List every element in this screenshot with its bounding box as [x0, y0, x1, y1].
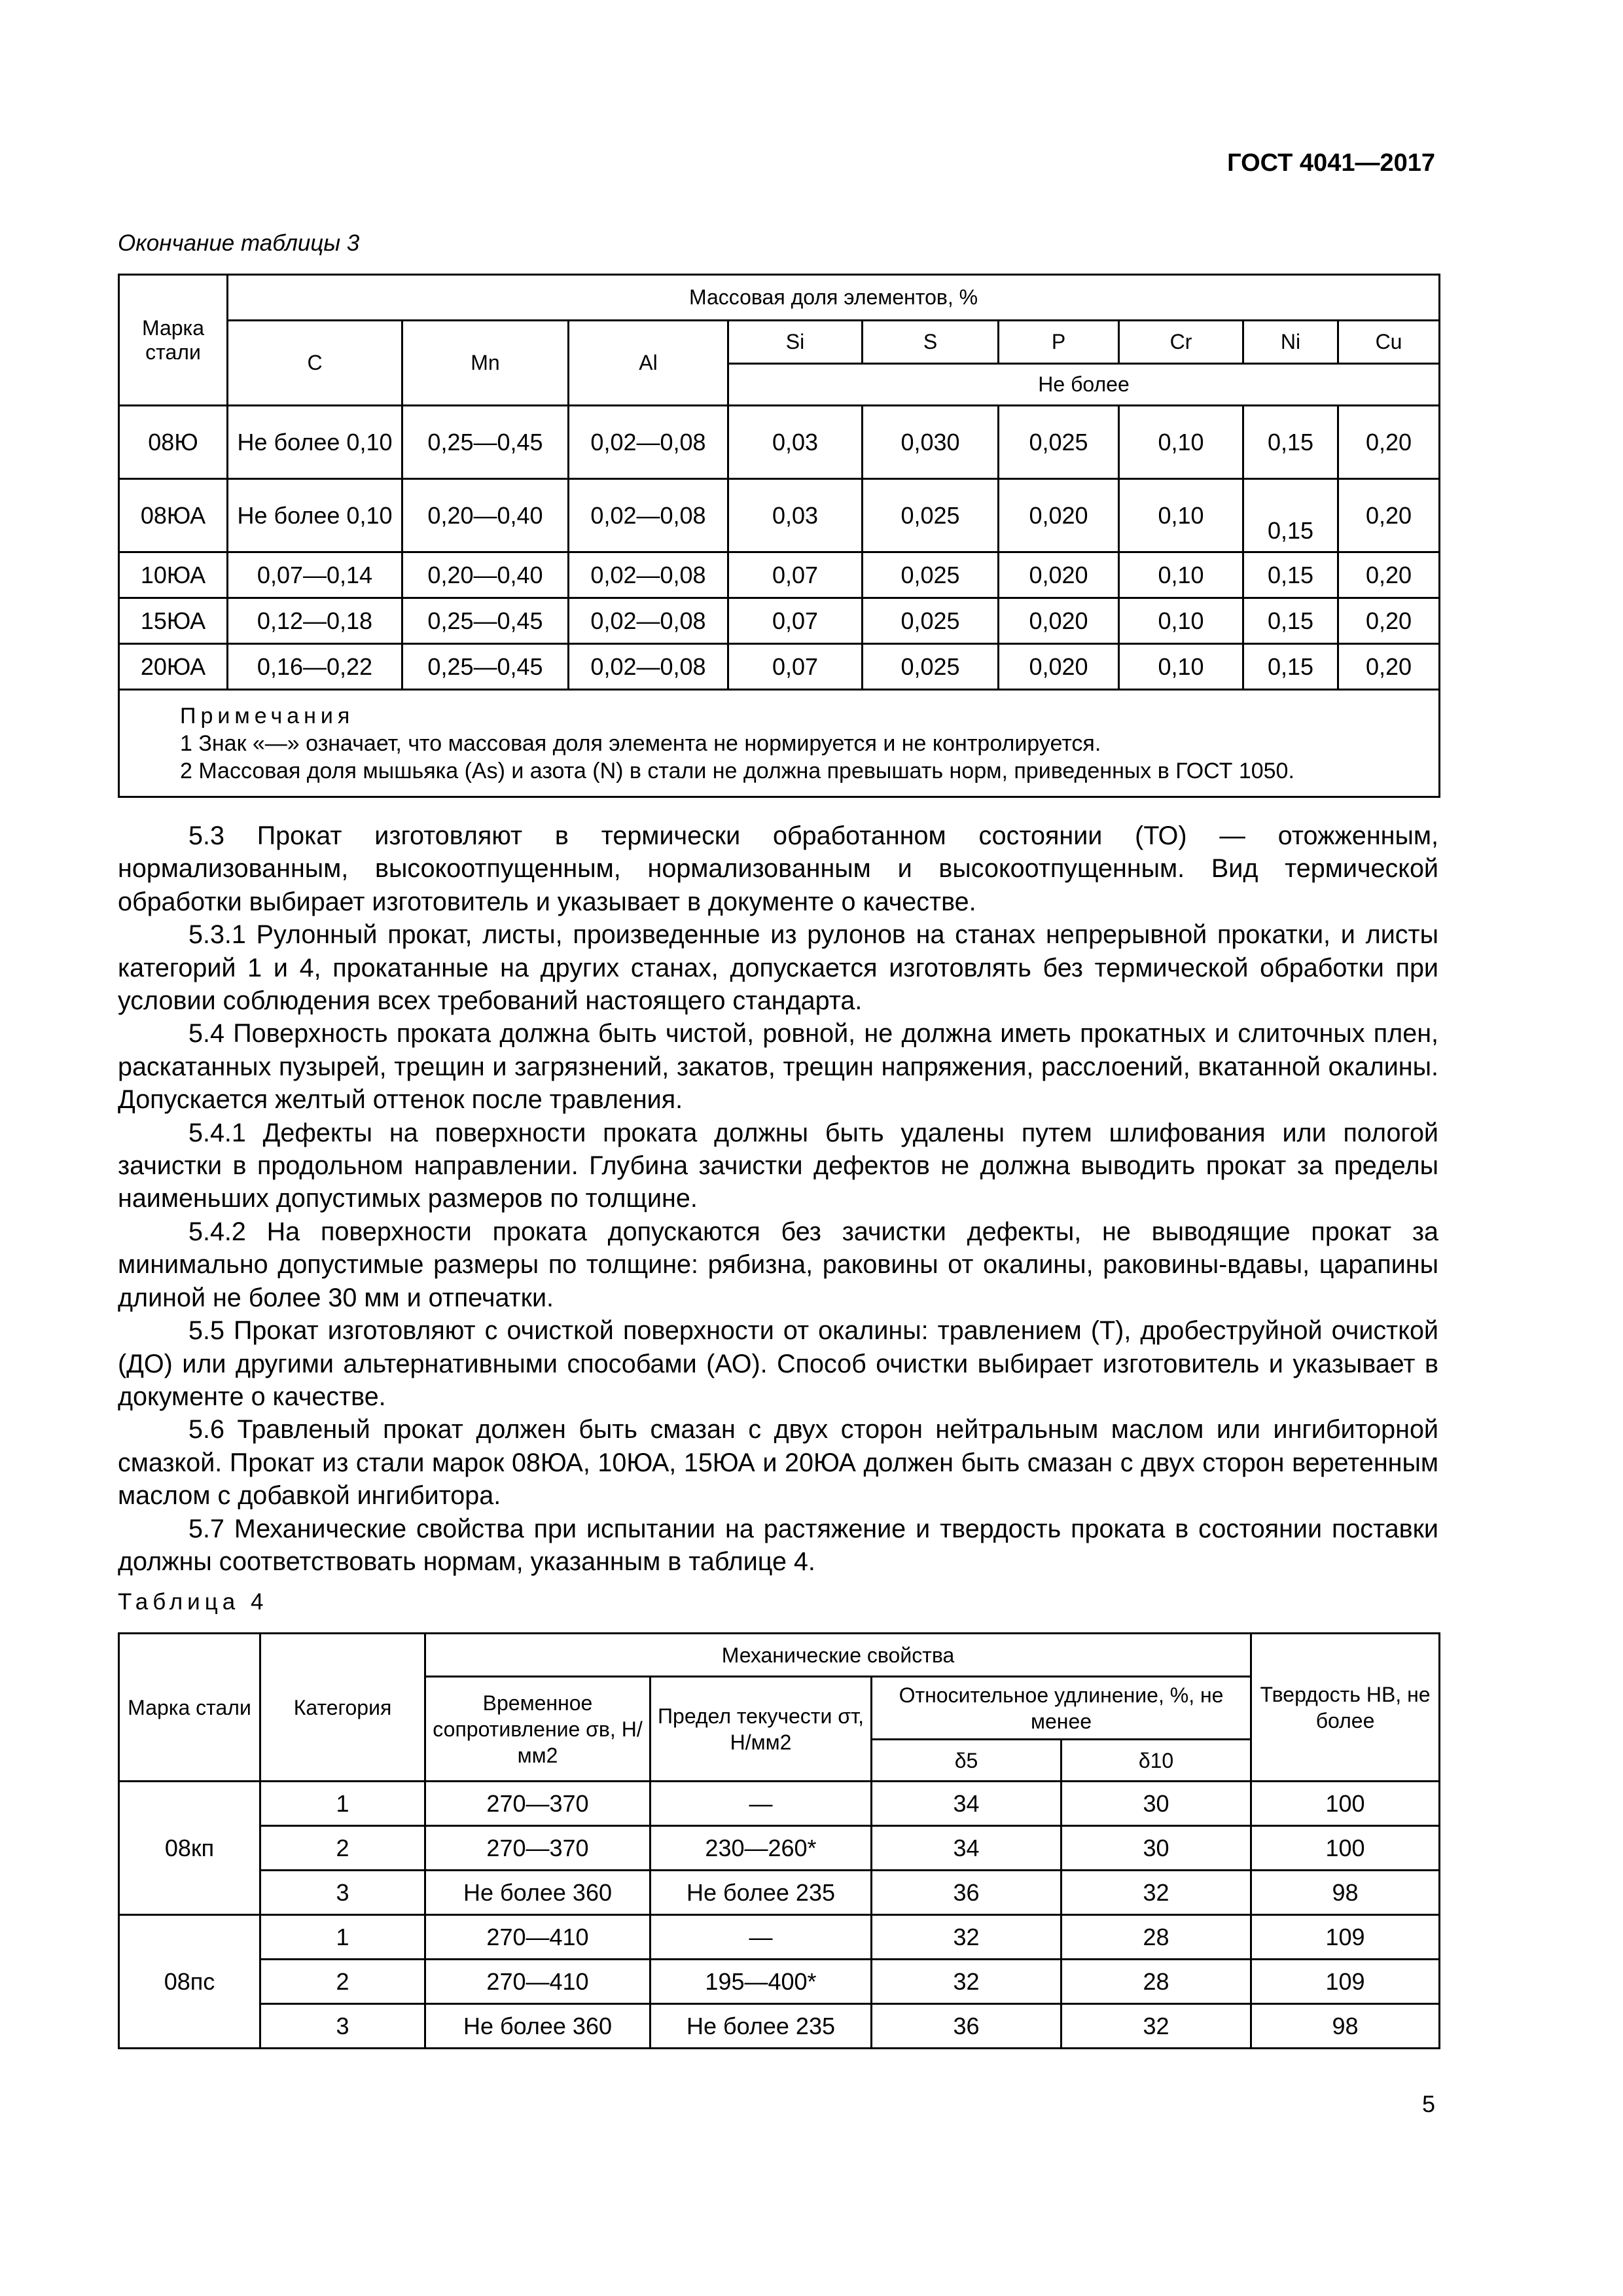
d5-cell: 36	[872, 2004, 1061, 2049]
grade-cell: 08Ю	[119, 406, 228, 479]
s-cell: 0,025	[863, 552, 999, 598]
table-row	[119, 2004, 1440, 2049]
table4-mech-header: Механические свойства	[425, 1634, 1251, 1677]
table3-col-cr: Cr	[1119, 321, 1243, 364]
table3-col-al: Al	[569, 321, 728, 406]
table4	[118, 1632, 1440, 2049]
table3-notes	[119, 690, 1440, 797]
paragraph-5-3: 5.3 Прокат изготовляют в термически обработанном состоянии (ТО) — отожженным, нормализованным, высокоотпущенным, нормализованным и высокоотпущенным. Вид термической обработки выбирает изготовитель и указывает в документе о качестве.	[118, 821, 1438, 916]
d5-cell: 32	[872, 1915, 1061, 1960]
yield-cell: 230—260*	[651, 1826, 872, 1871]
grade-cell: 10ЮА	[119, 552, 228, 598]
hb-cell: 98	[1251, 1871, 1440, 1915]
table-row	[119, 1960, 1440, 2004]
d10-cell: 30	[1061, 1826, 1251, 1871]
mn-cell: 0,20—0,40	[402, 479, 569, 552]
hb-cell: 100	[1251, 1782, 1440, 1826]
c-cell: Не более 0,10	[228, 479, 402, 552]
cr-cell: 0,10	[1119, 598, 1243, 644]
d5-cell: 34	[872, 1826, 1061, 1871]
table4-tensile-header: Временное сопротивление σв, Н/мм2	[425, 1677, 651, 1782]
page-number: 5	[1421, 2090, 1435, 2117]
table3-group-header: Массовая доля элементов, %	[228, 275, 1440, 321]
table4-d5-header: δ5	[872, 1740, 1061, 1782]
cu-cell: 0,20	[1338, 644, 1440, 690]
al-cell: 0,02—0,08	[569, 479, 728, 552]
s-cell: 0,025	[863, 479, 999, 552]
table3-grade-header: Марка стали	[119, 275, 228, 406]
cu-cell: 0,20	[1338, 598, 1440, 644]
table3-col-s: S	[863, 321, 999, 364]
ni-cell: 0,15	[1243, 406, 1338, 479]
si-cell: 0,07	[728, 552, 863, 598]
si-cell: 0,07	[728, 644, 863, 690]
p-cell: 0,020	[999, 479, 1119, 552]
hb-cell: 109	[1251, 1915, 1440, 1960]
grade-cell: 08кп	[119, 1782, 260, 1915]
yield-cell: —	[651, 1782, 872, 1826]
d10-cell: 32	[1061, 2004, 1251, 2049]
category-cell: 2	[260, 1826, 425, 1871]
d10-cell: 30	[1061, 1782, 1251, 1826]
table-row	[119, 1915, 1440, 1960]
hb-cell: 98	[1251, 2004, 1440, 2049]
mn-cell: 0,25—0,45	[402, 598, 569, 644]
mn-cell: 0,20—0,40	[402, 552, 569, 598]
ni-cell: 0,15	[1243, 552, 1338, 598]
d5-cell: 36	[872, 1871, 1061, 1915]
table-row	[119, 1782, 1440, 1826]
si-cell: 0,03	[728, 479, 863, 552]
table4-yield-header: Предел текучести σт, Н/мм2	[651, 1677, 872, 1782]
paragraph-5-3-1: 5.3.1 Рулонный прокат, листы, произведенные из рулонов на станах непрерывной прокатки, и листы категорий 1 и 4, прокатанные на других станах, допускается изготовлять без термической обработки при условии соблюдения всех требований настоящего стандарта.	[118, 920, 1438, 1016]
yield-cell: 195—400*	[651, 1960, 872, 2004]
table3-col-p: P	[999, 321, 1119, 364]
category-cell: 1	[260, 1782, 425, 1826]
table4-elong-header: Относительное удлинение, %, не менее	[872, 1677, 1251, 1740]
c-cell: 0,12—0,18	[228, 598, 402, 644]
table-row	[119, 479, 1440, 552]
cu-cell: 0,20	[1338, 406, 1440, 479]
cu-cell: 0,20	[1338, 552, 1440, 598]
table-row	[119, 406, 1440, 479]
p-cell: 0,020	[999, 598, 1119, 644]
grade-cell: 08ЮА	[119, 479, 228, 552]
body-text	[118, 819, 1438, 1578]
notes-title: Примечания	[180, 703, 355, 728]
p-cell: 0,020	[999, 552, 1119, 598]
category-cell: 3	[260, 1871, 425, 1915]
standard-number: ГОСТ 4041—2017	[1227, 149, 1435, 177]
al-cell: 0,02—0,08	[569, 598, 728, 644]
paragraph-5-6: 5.6 Травленый прокат должен быть смазан с двух сторон нейтральным маслом или ингибиторной смазкой. Прокат из стали марок 08ЮА, 10ЮА, 15ЮА и 20ЮА должен быть смазан с двух сторон веретенным маслом с добавкой ингибитора.	[118, 1415, 1438, 1511]
tensile-cell: 270—410	[425, 1915, 651, 1960]
cr-cell: 0,10	[1119, 552, 1243, 598]
ni-cell: 0,15	[1243, 598, 1338, 644]
d5-cell: 32	[872, 1960, 1061, 2004]
table-row	[119, 1826, 1440, 1871]
al-cell: 0,02—0,08	[569, 406, 728, 479]
s-cell: 0,030	[863, 406, 999, 479]
d5-cell: 34	[872, 1782, 1061, 1826]
s-cell: 0,025	[863, 598, 999, 644]
paragraph-5-4-1: 5.4.1 Дефекты на поверхности проката должны быть удалены путем шлифования или пологой зачистки в продольном направлении. Глубина зачистки дефектов не должна выводить прокат за пределы наименьших допустимых размеров по толщине.	[118, 1118, 1438, 1213]
table-row	[119, 1871, 1440, 1915]
tensile-cell: 270—370	[425, 1782, 651, 1826]
hb-cell: 109	[1251, 1960, 1440, 2004]
table3-col-ni: Ni	[1243, 321, 1338, 364]
d10-cell: 28	[1061, 1960, 1251, 2004]
note-2: 2 Массовая доля мышьяка (As) и азота (N) в стали не должна превышать норм, приведенных в ГОСТ 1050.	[180, 758, 1294, 783]
tensile-cell: Не более 360	[425, 1871, 651, 1915]
table3-col-mn: Mn	[402, 321, 569, 406]
tensile-cell: 270—410	[425, 1960, 651, 2004]
yield-cell: Не более 235	[651, 1871, 872, 1915]
category-cell: 1	[260, 1915, 425, 1960]
table-row	[119, 644, 1440, 690]
mn-cell: 0,25—0,45	[402, 644, 569, 690]
table3-col-cu: Cu	[1338, 321, 1440, 364]
si-cell: 0,03	[728, 406, 863, 479]
paragraph-5-5: 5.5 Прокат изготовляют с очисткой поверхности от окалины: травлением (Т), дробеструйной очисткой (ДО) или другими альтернативными способами (АО). Способ очистки выбирает изготовитель и указывает в документе о качестве.	[118, 1316, 1438, 1411]
table3-caption: Окончание таблицы 3	[118, 230, 360, 256]
tensile-cell: Не более 360	[425, 2004, 651, 2049]
p-cell: 0,020	[999, 644, 1119, 690]
category-cell: 2	[260, 1960, 425, 2004]
al-cell: 0,02—0,08	[569, 552, 728, 598]
paragraph-5-4-2: 5.4.2 На поверхности проката допускаются без зачистки дефекты, не выводящие прокат за минимально допустимые размеры по толщине: рябизна, раковины от окалины, раковины-вдавы, царапины длиной не более 30 мм и отпечатки.	[118, 1217, 1438, 1312]
ni-cell: 0,15	[1243, 479, 1338, 552]
cr-cell: 0,10	[1119, 406, 1243, 479]
yield-cell: Не более 235	[651, 2004, 872, 2049]
table4-d10-header: δ10	[1061, 1740, 1251, 1782]
c-cell: 0,07—0,14	[228, 552, 402, 598]
table-row	[119, 552, 1440, 598]
c-cell: Не более 0,10	[228, 406, 402, 479]
p-cell: 0,025	[999, 406, 1119, 479]
c-cell: 0,16—0,22	[228, 644, 402, 690]
cr-cell: 0,10	[1119, 479, 1243, 552]
al-cell: 0,02—0,08	[569, 644, 728, 690]
note-1: 1 Знак «—» означает, что массовая доля элемента не нормируется и не контролируется.	[180, 730, 1101, 756]
table3-col-si: Si	[728, 321, 863, 364]
category-cell: 3	[260, 2004, 425, 2049]
si-cell: 0,07	[728, 598, 863, 644]
paragraph-5-4: 5.4 Поверхность проката должна быть чистой, ровной, не должна иметь прокатных и слиточных плен, раскатанных пузырей, трещин и загрязнений, закатов, трещин напряжения, расслоений, вкатанной окалины. Допускается желтый оттенок после травления.	[118, 1019, 1438, 1115]
table3-sub-header: Не более	[728, 364, 1440, 406]
mn-cell: 0,25—0,45	[402, 406, 569, 479]
table-row	[119, 598, 1440, 644]
grade-cell: 20ЮА	[119, 644, 228, 690]
tensile-cell: 270—370	[425, 1826, 651, 1871]
table3-col-c: C	[228, 321, 402, 406]
ni-cell: 0,15	[1243, 644, 1338, 690]
d10-cell: 32	[1061, 1871, 1251, 1915]
table3	[118, 274, 1440, 798]
grade-cell: 08пс	[119, 1915, 260, 2049]
table4-grade-header: Марка стали	[119, 1634, 260, 1782]
cr-cell: 0,10	[1119, 644, 1243, 690]
hb-cell: 100	[1251, 1826, 1440, 1871]
yield-cell: —	[651, 1915, 872, 1960]
s-cell: 0,025	[863, 644, 999, 690]
d10-cell: 28	[1061, 1915, 1251, 1960]
grade-cell: 15ЮА	[119, 598, 228, 644]
table4-category-header: Категория	[260, 1634, 425, 1782]
paragraph-5-7: 5.7 Механические свойства при испытании на растяжение и твердость проката в состоянии поставки должны соответствовать нормам, указанным в таблице 4.	[118, 1514, 1438, 1576]
table4-hardness-header: Твердость НВ, не более	[1251, 1634, 1440, 1782]
table4-caption: Таблица 4	[118, 1589, 268, 1615]
cu-cell: 0,20	[1338, 479, 1440, 552]
